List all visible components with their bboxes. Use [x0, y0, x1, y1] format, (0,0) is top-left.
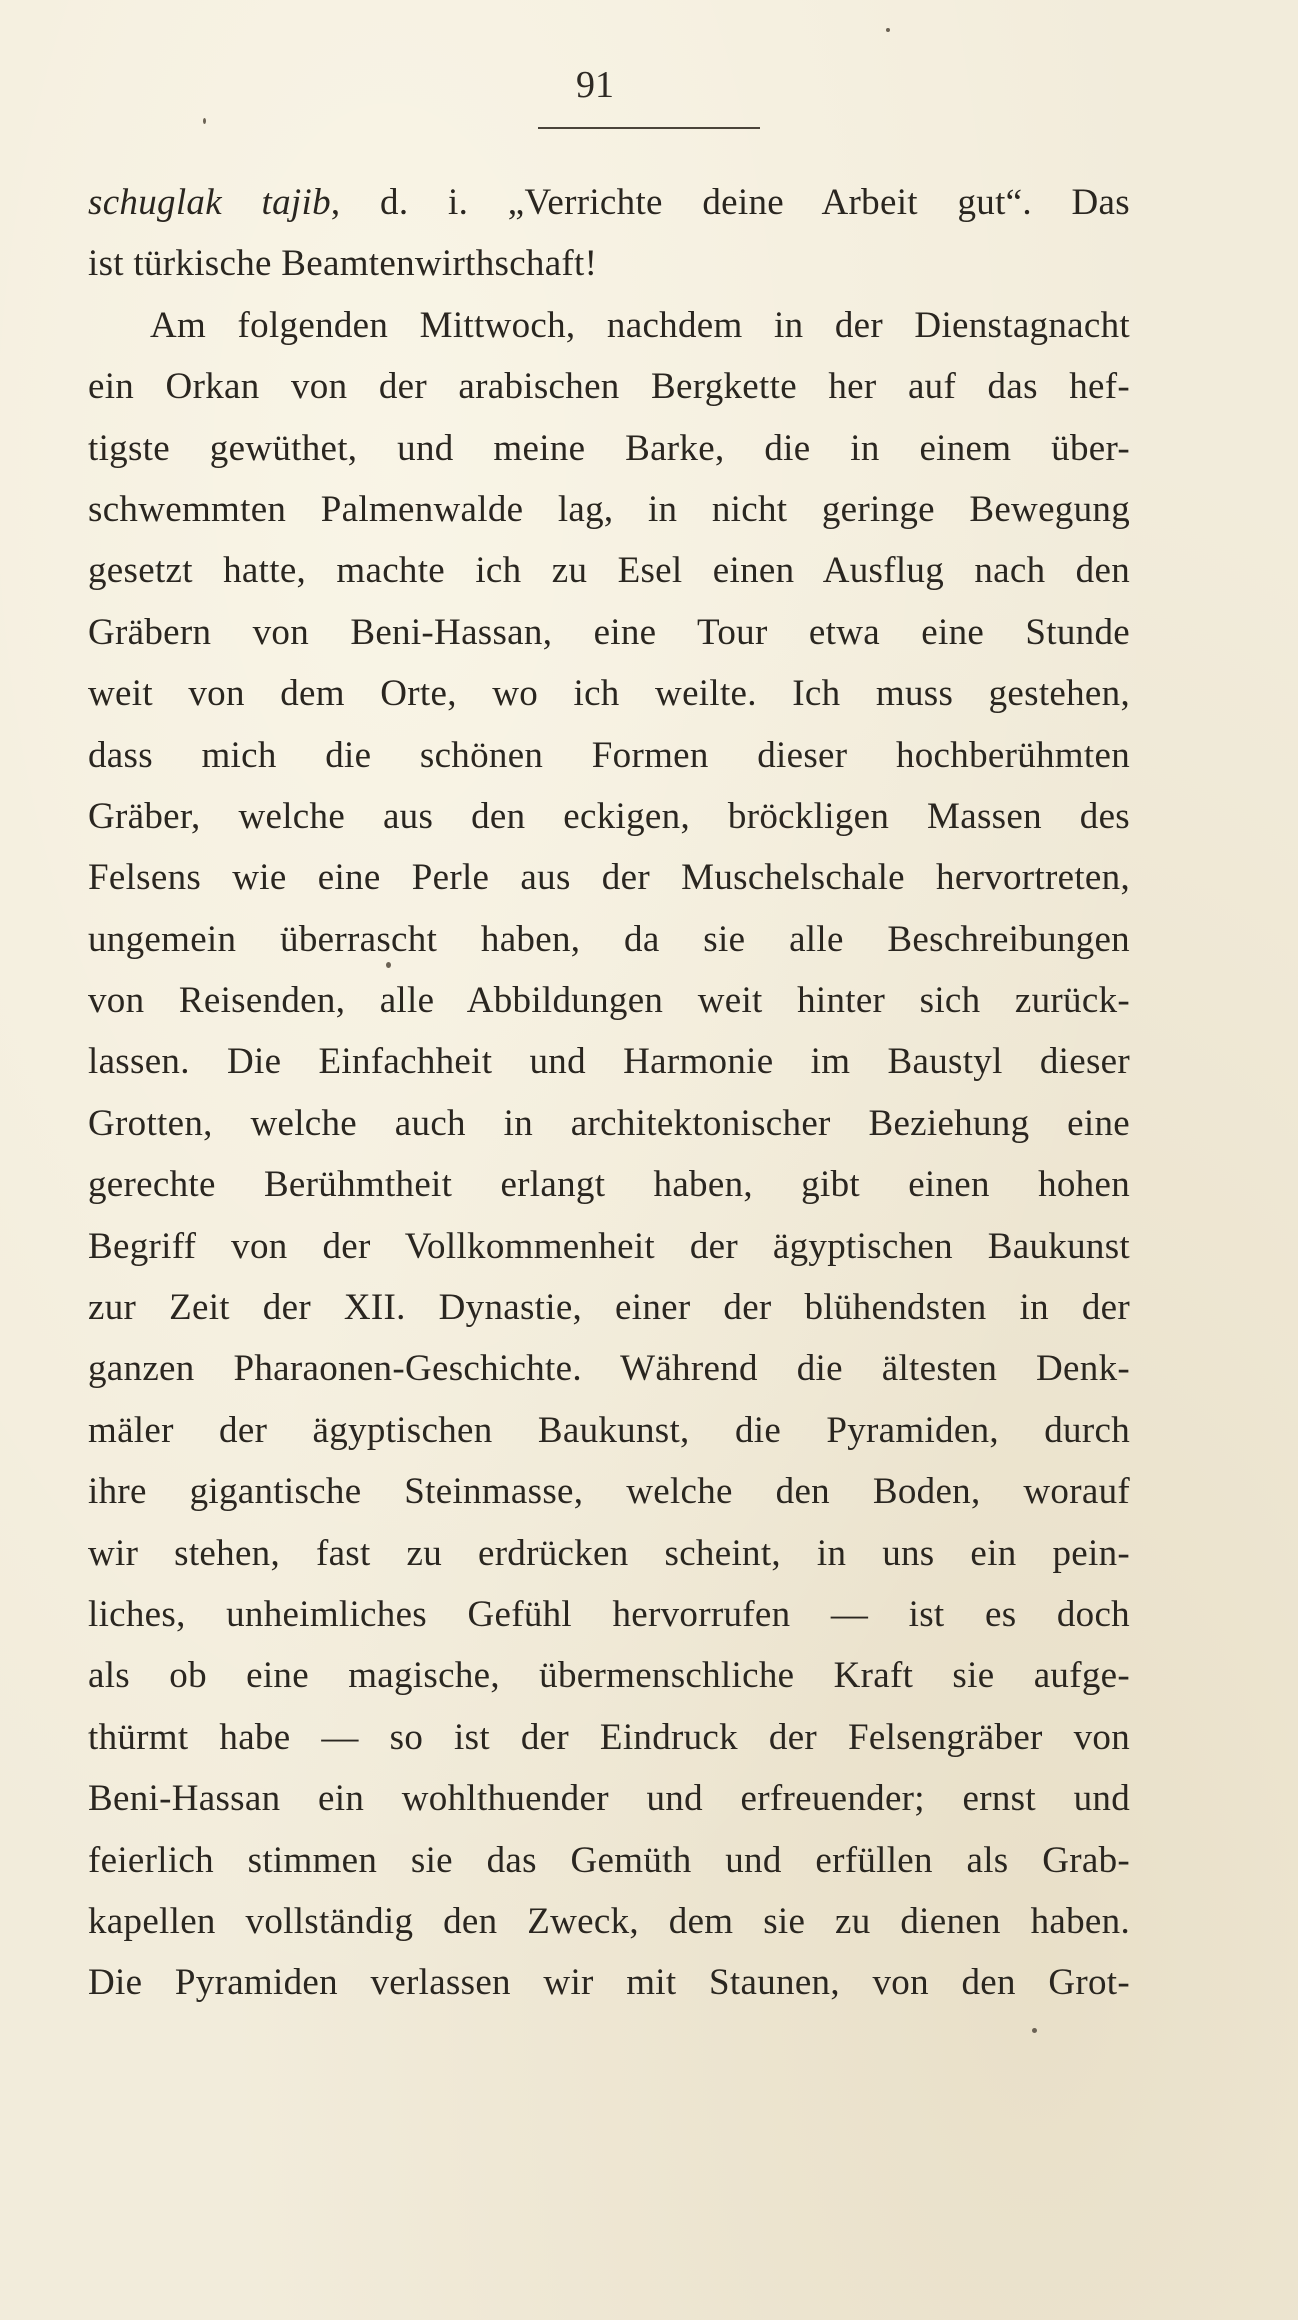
- text-line: Gräbern von Beni-Hassan, eine Tour etwa eine Stunde: [88, 611, 1130, 653]
- text-line: Felsens wie eine Perle aus der Muschelschale hervortreten,: [88, 857, 1130, 899]
- header-rule: [538, 127, 760, 129]
- text-line: Grotten, welche auch in architektonischer Beziehung eine: [88, 1102, 1130, 1144]
- text-line: als ob eine magische, übermenschliche Kraft sie aufge-: [88, 1655, 1130, 1697]
- text-line: ungemein überrascht haben, da sie alle Beschreibungen: [88, 918, 1130, 960]
- text-line: mäler der ägyptischen Baukunst, die Pyramiden, durch: [88, 1409, 1130, 1451]
- text-line: von Reisenden, alle Abbildungen weit hinter sich zurück-: [88, 980, 1130, 1022]
- text-line: wir stehen, fast zu erdrücken scheint, in uns ein pein-: [88, 1532, 1130, 1574]
- text-line: zur Zeit der XII. Dynastie, einer der blühendsten in der: [88, 1287, 1130, 1329]
- page-number: 91: [576, 64, 614, 106]
- paper-speck: [203, 118, 206, 124]
- text-line: schwemmten Palmenwalde lag, in nicht geringe Bewegung: [88, 488, 1130, 530]
- text-line: Begriff von der Vollkommenheit der ägyptischen Baukunst: [88, 1225, 1130, 1267]
- text-line: Die Pyramiden verlassen wir mit Staunen, von den Grot-: [88, 1962, 1130, 2004]
- paper-speck: [386, 962, 391, 968]
- text-line: gesetzt hatte, machte ich zu Esel einen Ausflug nach den: [88, 550, 1130, 592]
- text-line: lassen. Die Einfachheit und Harmonie im Baustyl dieser: [88, 1041, 1130, 1083]
- paper-speck: [886, 28, 890, 32]
- text-line: kapellen vollständig den Zweck, dem sie zu dienen haben.: [88, 1900, 1130, 1942]
- text-line: [88, 172, 1130, 233]
- text-line: tigste gewüthet, und meine Barke, die in einem über-: [88, 427, 1130, 469]
- text-line: ein Orkan von der arabischen Bergkette her auf das hef-: [88, 366, 1130, 408]
- text-line: Beni-Hassan ein wohlthuender und erfreuender; ernst und: [88, 1778, 1130, 1820]
- text-line-rest: , d. i. „Verrichte deine Arbeit gut“. Das: [330, 182, 1130, 223]
- text-line: thürmt habe — so ist der Eindruck der Felsengräber von: [88, 1716, 1130, 1758]
- text-line: ist türkische Beamtenwirthschaft!: [88, 243, 598, 285]
- text-line: dass mich die schönen Formen dieser hochberühmten: [88, 734, 1130, 776]
- italic-phrase: schuglak tajib: [88, 182, 331, 223]
- text-line: gerechte Berühmtheit erlangt haben, gibt einen hohen: [88, 1164, 1130, 1206]
- text-line: Gräber, welche aus den eckigen, bröckligen Massen des: [88, 795, 1130, 837]
- text-line: ihre gigantische Steinmasse, welche den Boden, worauf: [88, 1471, 1130, 1513]
- paper-speck: [1032, 2028, 1037, 2033]
- text-line: ganzen Pharaonen-Geschichte. Während die ältesten Denk-: [88, 1348, 1130, 1390]
- paragraph-first-line: Am folgenden Mittwoch, nachdem in der Dienstagnacht: [150, 304, 1130, 346]
- body-text: [88, 172, 1130, 2014]
- text-line: weit von dem Orte, wo ich weilte. Ich muss gestehen,: [88, 673, 1130, 715]
- text-line: liches, unheimliches Gefühl hervorrufen — ist es doch: [88, 1593, 1130, 1635]
- text-line: feierlich stimmen sie das Gemüth und erfüllen als Grab-: [88, 1839, 1130, 1881]
